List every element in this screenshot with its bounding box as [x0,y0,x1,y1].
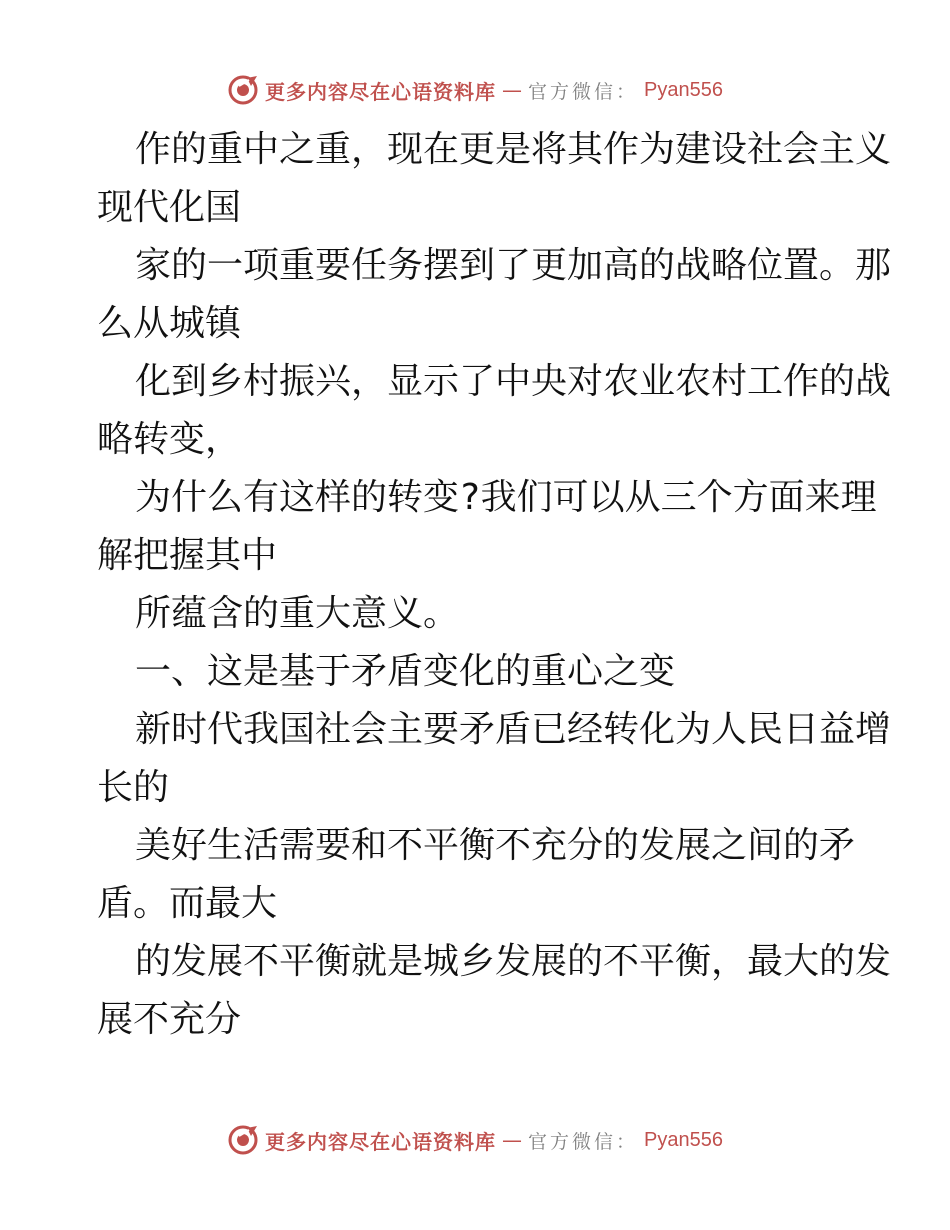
footer-brand-text: 更多内容尽在心语资料库 [265,1129,496,1154]
text-line: 盾。而最大 [97,883,278,924]
body-text [97,121,892,1049]
text-line: 化到乡村振兴，显示了中央对农业农村工作的战 [135,361,892,402]
footer-separator: — [502,1128,522,1152]
text-line: 略转变， [97,419,242,460]
footer-wechat-label: 官方微信： [528,1130,639,1153]
quill-seal-icon [227,74,259,106]
text-line: 展不充分 [97,999,242,1040]
footer-banner [0,1120,950,1160]
text-line: 家的一项重要任务摆到了更加高的战略位置。那 [135,245,892,286]
text-line: 现代化国 [97,187,242,228]
text-line: 解把握其中 [97,535,278,576]
text-line: 所蕴含的重大意义。 [135,593,460,634]
text-line: 新时代我国社会主要矛盾已经转化为人民日益增 [135,709,892,750]
header-separator: — [502,78,522,102]
section-heading: 一、这是基于矛盾变化的重心之变 [135,651,676,692]
text-line: 长的 [97,767,170,808]
text-line: 美好生活需要和不平衡不充分的发展之间的矛 [135,825,856,866]
header-banner [0,70,950,110]
text-line: 么从城镇 [97,303,242,344]
header-brand-text: 更多内容尽在心语资料库 [265,79,496,104]
footer-wechat-id: Pyan556 [644,1128,723,1151]
text-line: 的发展不平衡就是城乡发展的不平衡，最大的发 [135,941,892,982]
header-wechat-label: 官方微信： [528,80,639,103]
header-wechat-id: Pyan556 [644,78,723,101]
text-line: 作的重中之重，现在更是将其作为建设社会主义 [135,129,892,170]
text-line: 为什么有这样的转变?我们可以从三个方面来理 [135,477,877,518]
quill-seal-icon [227,1124,259,1156]
